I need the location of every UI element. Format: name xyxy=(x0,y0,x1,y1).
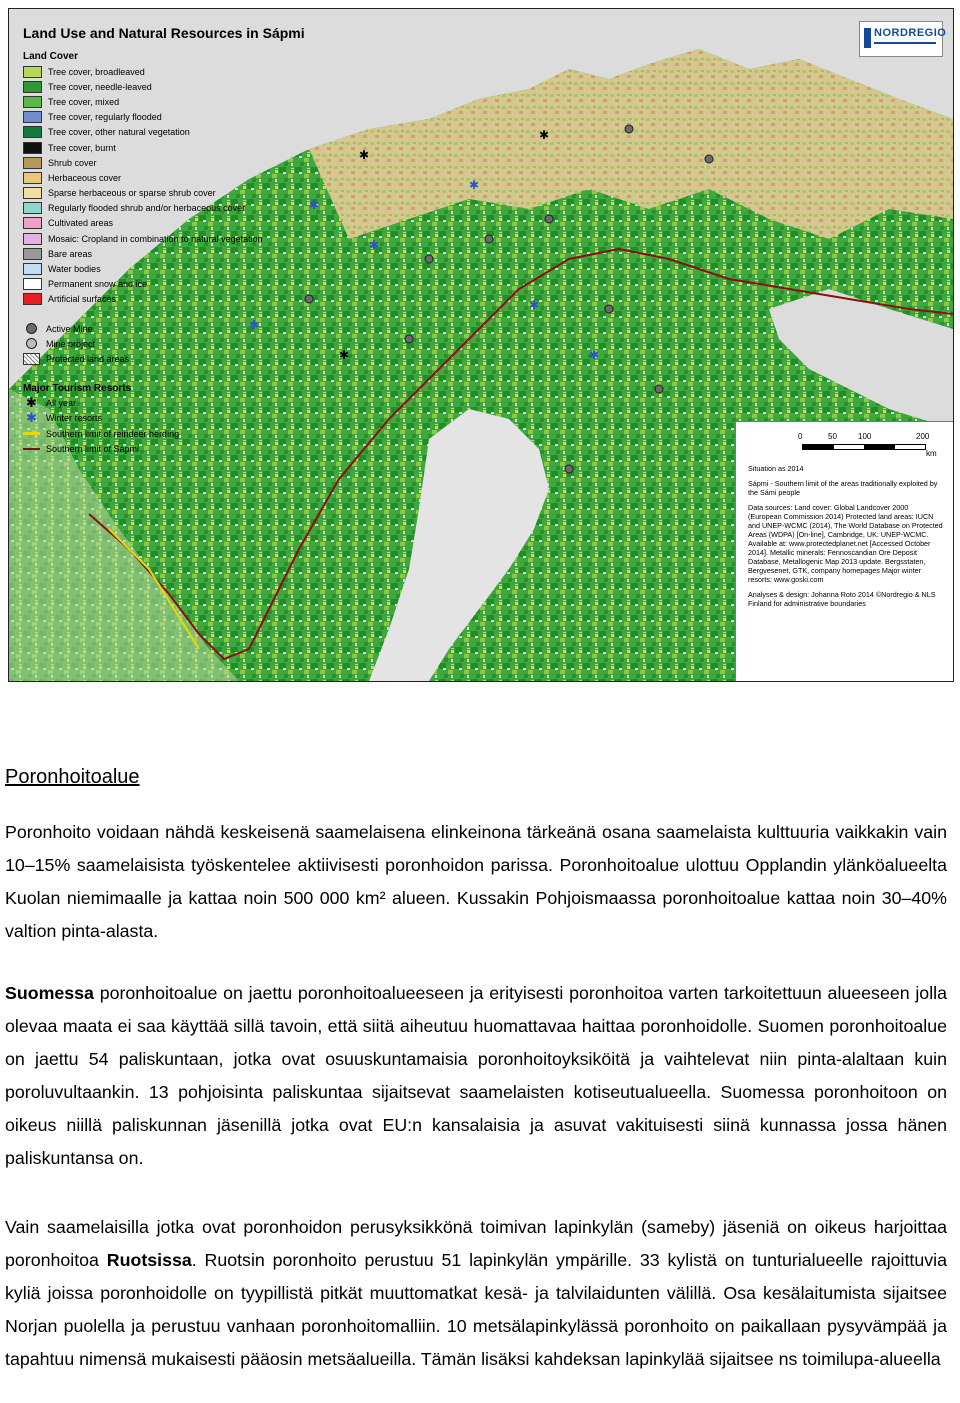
legend-row xyxy=(23,292,273,307)
legend-label: Tree cover, needle-leaved xyxy=(48,81,152,92)
legend-label: Tree cover, other natural vegetation xyxy=(48,127,190,138)
scale-bar xyxy=(798,432,937,458)
protected-area-icon xyxy=(23,353,40,365)
svg-text:✱: ✱ xyxy=(359,148,370,162)
info-situation: Situation as 2014 xyxy=(748,464,804,473)
bold-country-finland: Suomessa xyxy=(5,983,94,1003)
legend-row xyxy=(23,140,273,155)
paragraph-3-text-b: . Ruotsin poronhoito perustuu 51 lapinkylän ympärille. 33 kylistä on tunturialueelle rajoittuvia kyliä joissa poronhoidolle on tyypillistä pitkät muuttomatkat kesä- ja talvilaidunten välillä. Osa kesälaitumista sijaitsee Norjan puolella ja perustuu vanhaan poronhoitomalliin. 10 metsälapinkylässä poronhoito on paikallaan pysyvämpää ja tapahtuu nimensä mukaisesti pääosin metsäalueilla. Tämän lisäksi kahdeksan lapinkylää sijaitsee ns toimilupa-alueella xyxy=(5,1250,947,1369)
svg-text:✱: ✱ xyxy=(249,318,260,332)
legend-label: Regularly flooded shrub and/or herbaceous cover xyxy=(48,203,246,214)
mine-project-icon xyxy=(26,338,37,349)
legend-row xyxy=(23,186,273,201)
legend-label: Sparse herbaceous or sparse shrub cover xyxy=(48,188,216,199)
logo-text: NORDREGIO xyxy=(874,27,947,39)
svg-text:✱: ✱ xyxy=(469,178,480,192)
legend-label: Water bodies xyxy=(48,264,101,275)
legend-label: Herbaceous cover xyxy=(48,172,122,183)
svg-text:✱: ✱ xyxy=(339,348,350,362)
scale-tick: 0 xyxy=(798,432,803,441)
legend-swatch-icon xyxy=(23,263,42,275)
legend-swatch-icon xyxy=(23,126,42,138)
paragraph-1: Poronhoito voidaan nähdä keskeisenä saamelaisena elinkeinona tärkeänä osana saamelaista kulttuuria vaikkakin vain 10–15% saamelaisista työskentelee aktiivisesti poronhoidon parissa. Poronhoitoalue ulottuu Opplandin ylänköalueelta Kuolan niemimaalle ja kattaa noin 500 000 km² alueen. Kussakin Pohjoismaassa poronhoitoalue kattaa noin 30–40% valtion pinta-alasta. xyxy=(5,822,947,941)
legend-swatch-icon xyxy=(23,111,42,123)
legend-row xyxy=(23,170,273,185)
legend-row xyxy=(23,277,273,292)
legend-row xyxy=(23,201,273,216)
legend-symbol xyxy=(23,410,40,426)
legend-row xyxy=(23,125,273,140)
paragraph-2 xyxy=(5,977,947,1175)
legend-label: Cultivated areas xyxy=(48,218,114,229)
legend-row xyxy=(23,411,273,426)
scale-unit: km xyxy=(926,449,937,458)
legend-label: Winter resorts xyxy=(46,413,103,424)
svg-text:✱: ✱ xyxy=(369,238,380,252)
svg-text:✱: ✱ xyxy=(529,298,540,312)
legend-symbol xyxy=(23,323,40,334)
bold-country-sweden: Ruotsissa xyxy=(106,1250,192,1270)
legend-label: Southern limit of Sápmi xyxy=(46,443,140,454)
map-legend xyxy=(23,49,273,456)
info-sapmi-note: Sápmi - Southern limit of the areas traditionally exploited by the Sámi people xyxy=(748,479,938,497)
legend-row xyxy=(23,231,273,246)
scale-tick: 200 xyxy=(916,432,930,441)
scale-tick: 50 xyxy=(828,432,837,441)
active-mine-icon xyxy=(26,323,37,334)
nordregio-logo xyxy=(859,21,947,57)
legend-row xyxy=(23,321,273,336)
legend-label: Tree cover, burnt xyxy=(48,142,116,153)
legend-label: Southern limit of reindeer herding xyxy=(46,428,180,439)
logo-mark-icon xyxy=(864,28,871,48)
legend-row xyxy=(23,79,273,94)
legend-symbol xyxy=(23,448,40,450)
legend-label: Artificial surfaces xyxy=(48,294,117,305)
legend-label: Shrub cover xyxy=(48,157,97,168)
legend-row xyxy=(23,64,273,79)
svg-text:✱: ✱ xyxy=(589,348,600,362)
legend-row xyxy=(23,261,273,276)
legend-row xyxy=(23,246,273,261)
legend-row xyxy=(23,426,273,441)
sapmi-limit-line-icon xyxy=(23,448,40,450)
legend-swatch-icon xyxy=(23,96,42,108)
map-title: Land Use and Natural Resources in Sápmi xyxy=(23,25,305,41)
legend-label: Mine project xyxy=(46,338,96,349)
legend-label: Tree cover, broadleaved xyxy=(48,66,145,77)
legend-swatch-icon xyxy=(23,187,42,199)
svg-text:✱: ✱ xyxy=(539,128,550,142)
legend-swatch-icon xyxy=(23,142,42,154)
legend-label: All year xyxy=(46,398,77,409)
legend-swatch-icon xyxy=(23,81,42,93)
legend-swatch-icon xyxy=(23,172,42,184)
paragraph-2-text: poronhoitoalue on jaettu poronhoitoalueeseen ja erityisesti poronhoitoa varten tarkoitettuun alueeseen jolla olevaa maata ei saa käyttää sillä tavoin, että siitä aiheutuu huomattavaa haittaa poronhoidolle. Suomen poronhoitoalue on jaettu 54 paliskuntaan, jotka ovat osuuskuntamaisia poronhoitoyksiköitä ja vaihtelevat niin pinta-alaltaan kuin poroluvultaankin. 13 pohjoisinta paliskuntaa sijaitsevat saamelaisten kotiseutualueella. Suomessa poronhoitoon on oikeus niillä paliskunnan jäsenillä jotka ovat EU:n kansalaisia ja asuvat vakituisesti siinä kunnassa jossa hänen paliskuntansa on. xyxy=(5,983,947,1168)
svg-text:✱: ✱ xyxy=(309,198,320,212)
legend-row xyxy=(23,351,273,366)
legend-symbol xyxy=(23,338,40,349)
paragraph-3 xyxy=(5,1211,947,1376)
paragraph-3-text-a: Vain saamelaisilla jotka ovat poronhoidon perusyksikkönä toimivan lapinkylän (sameby) jäseniä on oikeus harjoittaa poronhoitoa xyxy=(5,1217,947,1270)
legend-symbol xyxy=(23,395,40,411)
legend-swatch-icon xyxy=(23,248,42,260)
legend-heading-tourism: Major Tourism Resorts xyxy=(23,382,132,394)
legend-row xyxy=(23,336,273,351)
legend-label: Active Mine xyxy=(46,323,93,334)
legend-row xyxy=(23,441,273,456)
legend-label: Permanent snow and ice xyxy=(48,279,148,290)
section-heading: Poronhoitoalue xyxy=(5,766,140,788)
land-use-map xyxy=(8,8,954,682)
legend-label: Mosaic: Cropland in combination to natural vegetation xyxy=(48,233,263,244)
legend-swatch-icon xyxy=(23,157,42,169)
legend-heading-land-cover: Land Cover xyxy=(23,51,79,62)
reindeer-limit-line-icon xyxy=(23,432,40,435)
all-year-resort-icon: ✱ xyxy=(26,395,37,411)
legend-label: Bare areas xyxy=(48,248,93,259)
legend-symbol xyxy=(23,432,40,435)
legend-swatch-icon xyxy=(23,278,42,290)
info-sources: Data sources: Land cover: Global Landcover 2000 (European Commission 2014) Protected land areas: IUCN and UNEP-WCMC (2014), The World Database on Protected Areas (WDPA) [On-line], Cambridge, UK: UNEP-WCMC. Available at: www.protectedplanet.net [Accessed October 2014]. Metallic minerals: Fennoscandian Ore Deposit Database, Metallogenic Map 2013 update. Bergsstaten, Bergvesenet, GTK, company homepages Major winter resorts: www.goski.com xyxy=(748,503,943,584)
legend-swatch-icon xyxy=(23,217,42,229)
map-info-box xyxy=(735,421,953,682)
legend-label: Tree cover, mixed xyxy=(48,96,120,107)
legend-swatch-icon xyxy=(23,202,42,214)
legend-label: Protected land areas xyxy=(46,353,130,364)
legend-row xyxy=(23,94,273,109)
info-credits: Analyses & design: Johanna Roto 2014 ©Nordregio & NLS Finland for administrative boundaries xyxy=(748,590,936,608)
winter-resort-icon: ✱ xyxy=(26,410,37,426)
scale-tick: 100 xyxy=(858,432,872,441)
legend-row xyxy=(23,216,273,231)
legend-symbol xyxy=(23,353,40,365)
legend-label: Tree cover, regularly flooded xyxy=(48,112,162,123)
legend-row xyxy=(23,396,273,411)
legend-swatch-icon xyxy=(23,66,42,78)
legend-row xyxy=(23,110,273,125)
legend-swatch-icon xyxy=(23,293,42,305)
legend-row xyxy=(23,155,273,170)
legend-swatch-icon xyxy=(23,233,42,245)
